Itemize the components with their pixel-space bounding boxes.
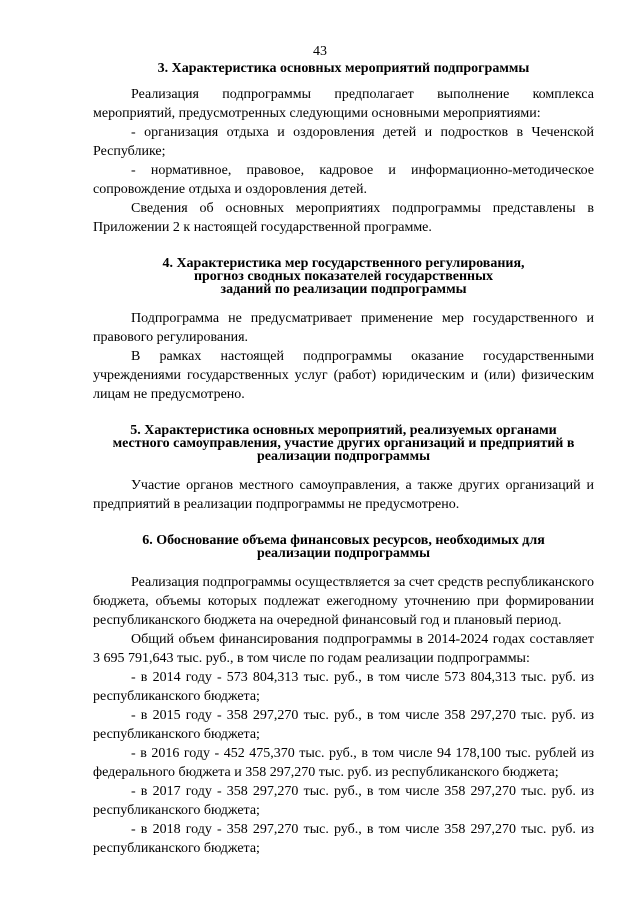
section-heading-line: 5. Характеристика основных мероприятий, реализуемых органами: [130, 423, 557, 438]
page-number: 43: [313, 44, 327, 59]
paragraph: Участие органов местного самоуправления, а также других организаций и предприятий в реализации подпрограммы не предусмотрено.: [93, 478, 594, 512]
section-heading-line: реализации подпрограммы: [256, 449, 431, 464]
section-heading-line: заданий по реализации подпрограммы: [220, 282, 467, 297]
section-heading: [93, 534, 594, 560]
list-item: - в 2016 году - 452 475,370 тыс. руб., в том числе 94 178,100 тыс. рублей из федерального бюджета и 358 297,270 тыс. руб. из республиканского бюджета;: [93, 746, 594, 780]
paragraph: В рамках настоящей подпрограммы оказание государственными учреждениями государственных услуг (работ) юридическим и (или) физическим лицам не предусмотрено.: [93, 349, 594, 402]
paragraph: Реализация подпрограммы осуществляется за счет средств республиканского бюджета, объемы которых подлежат ежегодному уточнению при формировании республиканского бюджета на очередной финансовый год и плановый период.: [93, 575, 594, 628]
paragraph: Реализация подпрограммы предполагает выполнение комплекса мероприятий, предусмотренных следующими основными мероприятиями:: [93, 87, 594, 121]
list-item: - в 2015 году - 358 297,270 тыс. руб., в том числе 358 297,270 тыс. руб. из республиканского бюджета;: [93, 708, 594, 742]
list-item: - в 2017 году - 358 297,270 тыс. руб., в том числе 358 297,270 тыс. руб. из республиканского бюджета;: [93, 784, 594, 818]
list-item: - организация отдыха и оздоровления детей и подростков в Чеченской Республике;: [93, 125, 594, 159]
paragraph: Сведения об основных мероприятиях подпрограммы представлены в Приложении 2 к настоящей государственной программе.: [93, 201, 594, 235]
section-heading-line: реализации подпрограммы: [256, 546, 431, 561]
list-item: - в 2018 году - 358 297,270 тыс. руб., в том числе 358 297,270 тыс. руб. из республиканского бюджета;: [93, 822, 594, 856]
section-heading-line: 3. Характеристика основных мероприятий подпрограммы: [157, 61, 530, 76]
section-heading-line: 6. Обоснование объема финансовых ресурсов, необходимых для: [142, 533, 545, 548]
paragraph: Подпрограмма не предусматривает применение мер государственного и правового регулирования.: [93, 311, 594, 345]
section-heading-line: 4. Характеристика мер государственного регулирования,: [162, 256, 525, 271]
document-body: [93, 62, 594, 858]
section-heading: [93, 257, 594, 296]
section-heading-line: местного самоуправления, участие других организаций и предприятий в: [112, 436, 575, 451]
paragraph: Общий объем финансирования подпрограммы в 2014-2024 годах составляет 3 695 791,643 тыс. руб., в том числе по годам реализации подпрограммы:: [93, 632, 594, 666]
list-item: - в 2014 году - 573 804,313 тыс. руб., в том числе 573 804,313 тыс. руб. из республиканского бюджета;: [93, 670, 594, 704]
section-heading: [93, 424, 594, 463]
list-item: - нормативное, правовое, кадровое и информационно-методическое сопровождение отдыха и оздоровления детей.: [93, 163, 594, 197]
section-heading-line: прогноз сводных показателей государственных: [193, 269, 494, 284]
section-heading: [93, 62, 594, 75]
